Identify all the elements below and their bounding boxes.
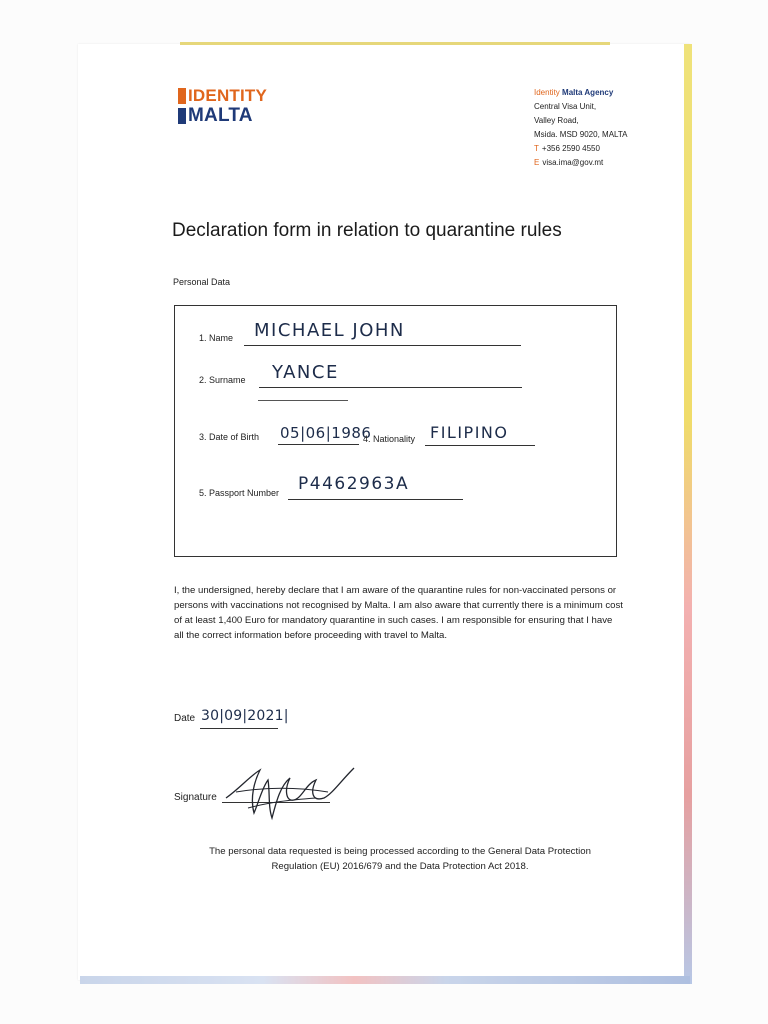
- dob-label: 3. Date of Birth: [199, 432, 260, 442]
- date-value: 30|09|2021|: [201, 708, 289, 724]
- passport-value: P4462963A: [298, 474, 410, 494]
- declaration-paragraph: I, the undersigned, hereby declare that I am aware of the quarantine rules for non-vaccinated persons or persons with vaccinations not recognised by Malta. I am also aware that currently there is a minimum cost of at least 1,400 Euro for mandatory quarantine in such cases. I am responsible for ensuring that I have all the correct information before proceeding with travel to Malta.: [174, 585, 623, 641]
- agency-address: [534, 86, 628, 170]
- surname-line: [259, 387, 522, 388]
- date-label: Date: [174, 713, 196, 724]
- name-line: [244, 345, 521, 346]
- page-edge-right: [684, 44, 692, 984]
- address-line: Central Visa Unit,: [534, 102, 597, 111]
- logo-line-malta: MALTA: [188, 105, 253, 126]
- nationality-line: [425, 445, 535, 446]
- logo-navy-block: [178, 108, 186, 124]
- passport-label: 5. Passport Number: [199, 488, 280, 498]
- section-heading: Personal Data: [173, 277, 231, 287]
- personal-data-box: [174, 305, 617, 557]
- handwritten-signature: [220, 758, 360, 828]
- signature-label: Signature: [174, 792, 217, 803]
- agency-email: E visa.ima@gov.mt: [534, 158, 604, 167]
- nationality-value: FILIPINO: [430, 423, 509, 442]
- surname-label: 2. Surname: [199, 375, 246, 385]
- name-label: 1. Name: [199, 333, 234, 343]
- address-line: Valley Road,: [534, 116, 579, 125]
- dob-value: 05|06|1986: [280, 424, 372, 442]
- passport-line: [288, 499, 463, 500]
- page-edge-top: [180, 42, 610, 45]
- agency-name: Identity Malta Agency: [534, 88, 614, 97]
- gdpr-footer-note: The personal data requested is being processed according to the General Data Protection Regulation (EU) 2016/679 and the Data Protection Act 2018.: [209, 846, 591, 872]
- name-value: MICHAEL JOHN: [254, 320, 405, 341]
- identity-malta-logo: [178, 86, 267, 126]
- logo-orange-block: [178, 88, 186, 104]
- page-edge-bottom: [80, 976, 690, 984]
- document-title: Declaration form in relation to quarantine rules: [172, 220, 562, 241]
- stray-pen-mark: [258, 400, 348, 401]
- logo-line-identity: IDENTITY: [188, 86, 268, 105]
- surname-value: YANCE: [272, 362, 339, 383]
- dob-line: [278, 444, 359, 445]
- address-line: Msida. MSD 9020, MALTA: [534, 130, 628, 139]
- nationality-label: 4. Nationality: [363, 434, 416, 444]
- agency-phone: T +356 2590 4550: [534, 144, 600, 153]
- date-line: [200, 728, 278, 729]
